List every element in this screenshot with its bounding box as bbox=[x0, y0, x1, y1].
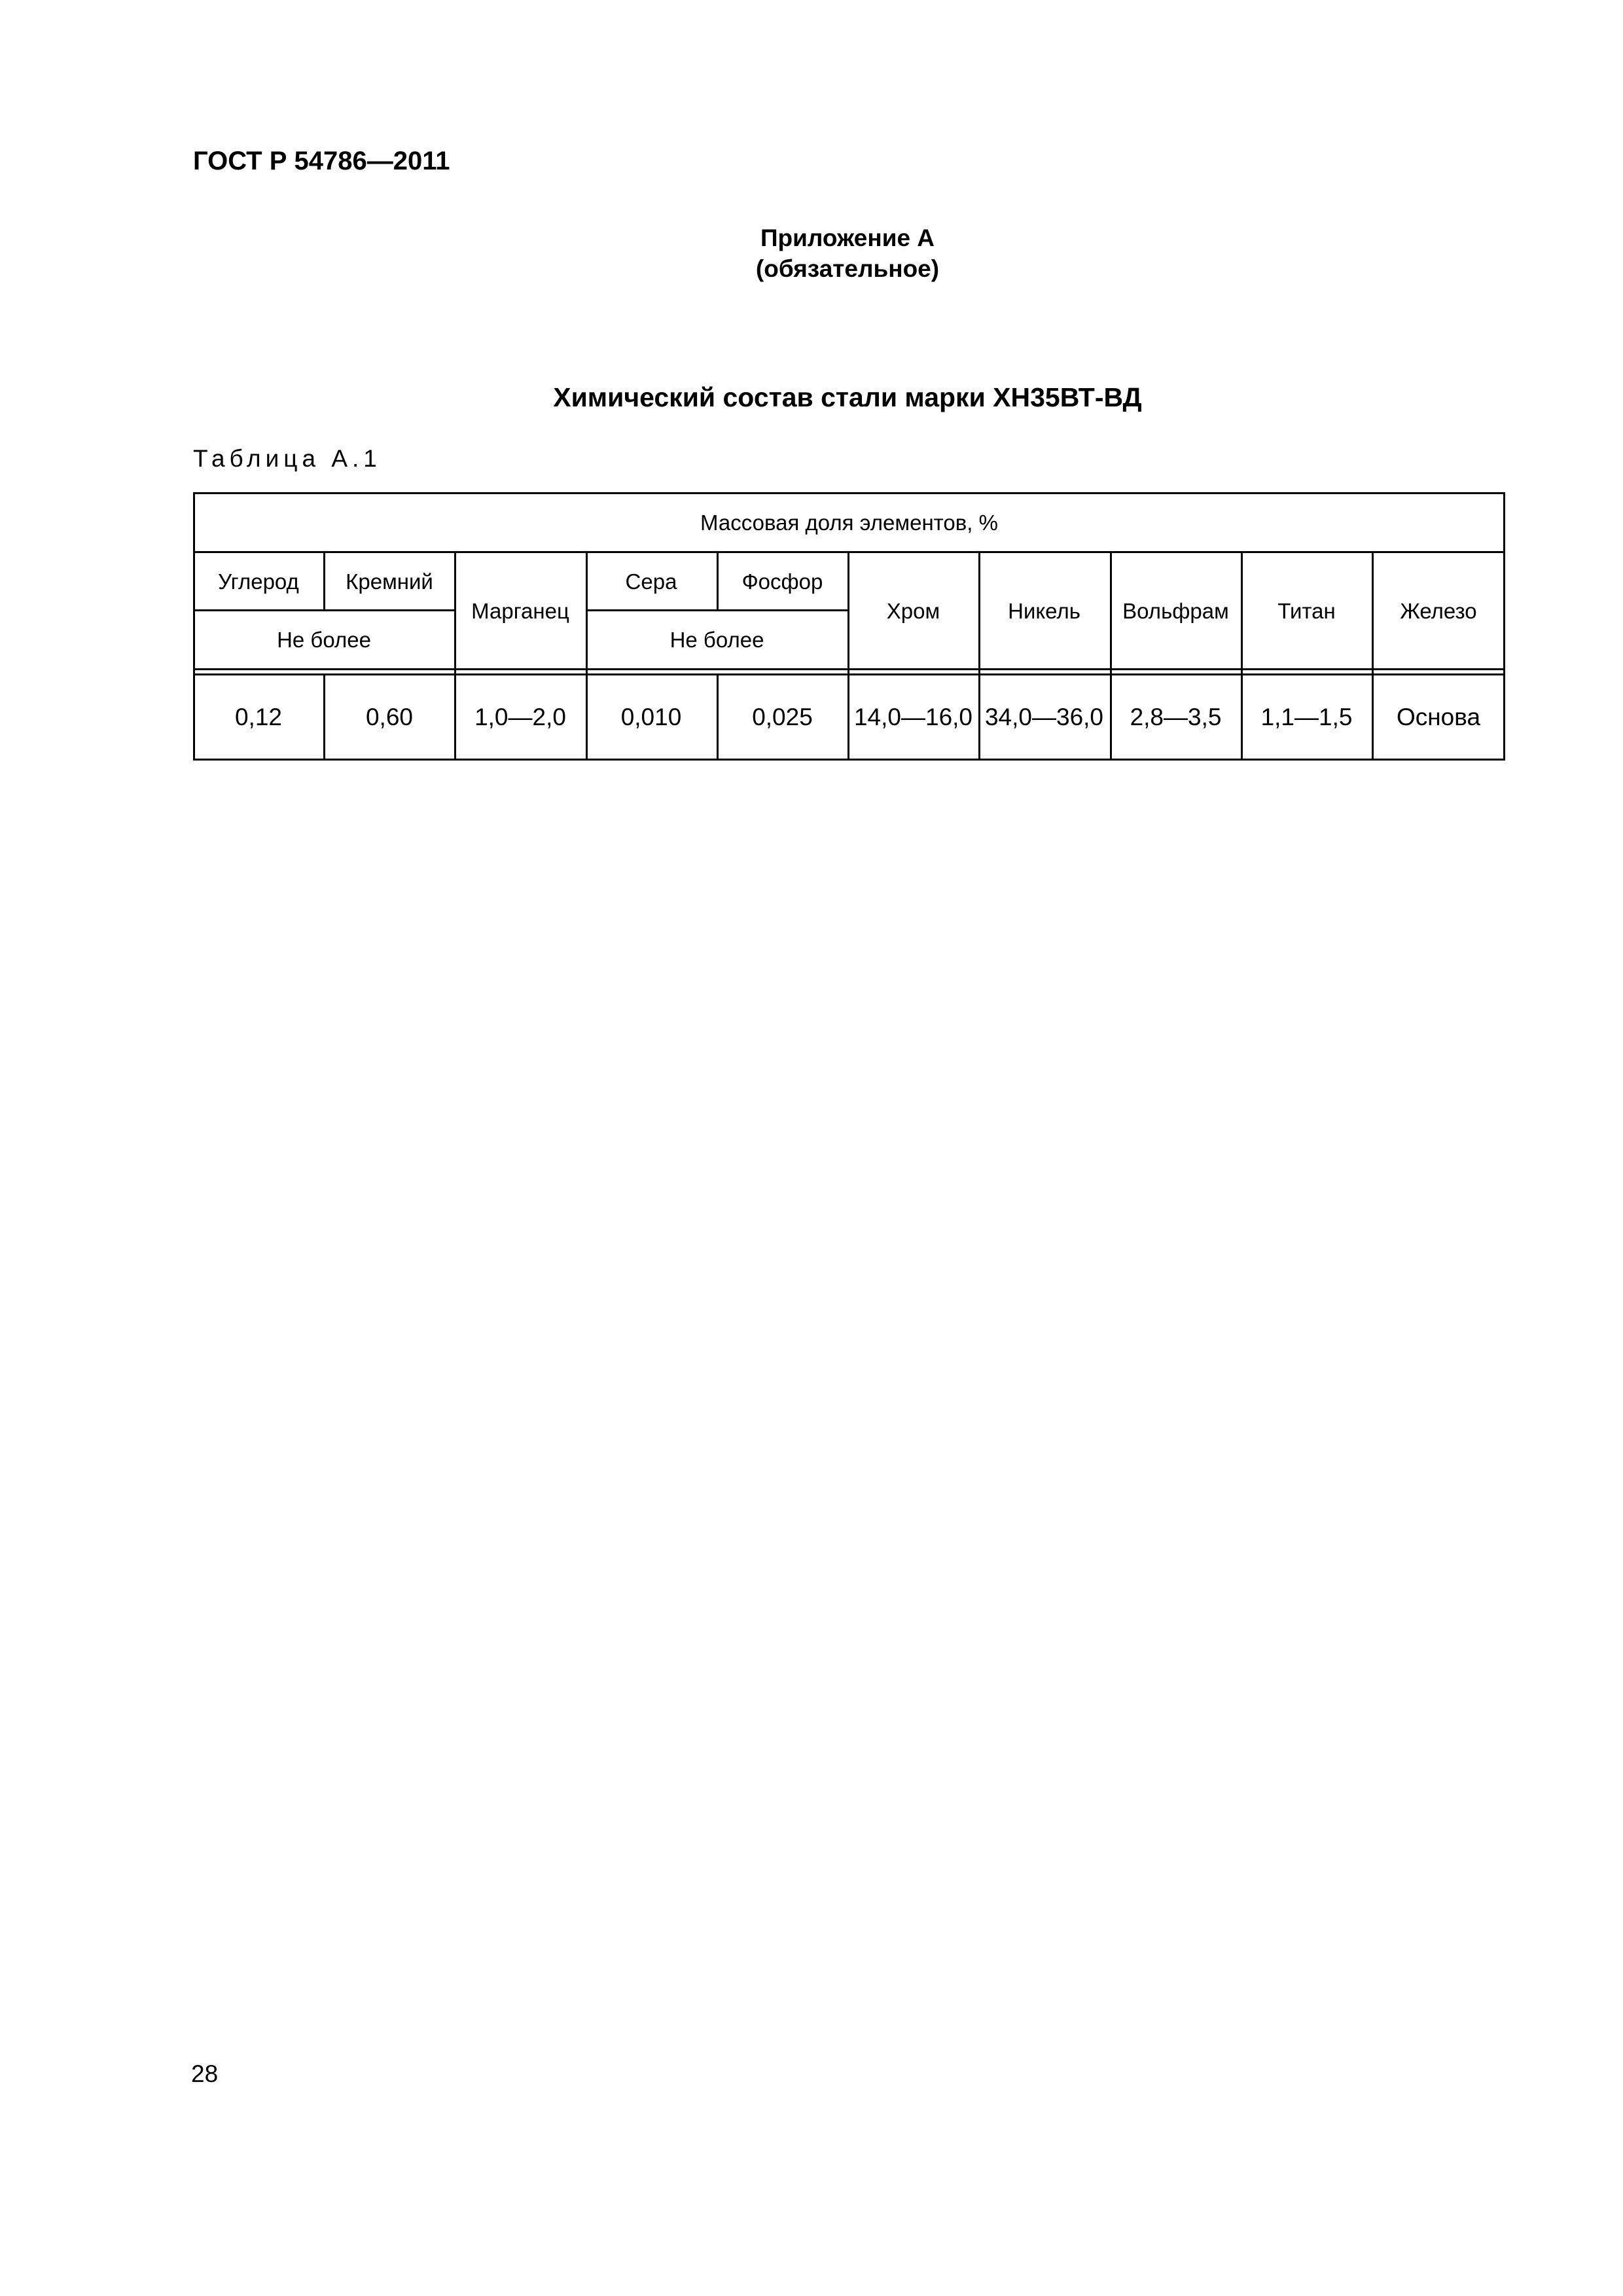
column-header-phosphorus: Фосфор bbox=[741, 569, 823, 594]
value-phosphorus: 0,025 bbox=[752, 704, 813, 730]
chemical-composition-table bbox=[193, 492, 1505, 761]
value-titanium: 1,1—1,5 bbox=[1260, 704, 1353, 730]
column-header-silicon: Кремний bbox=[346, 569, 433, 594]
section-title: Химический состав стали марки ХН35ВТ-ВД bbox=[553, 382, 1142, 412]
value-iron: Основа bbox=[1396, 704, 1481, 730]
value-nickel: 34,0—36,0 bbox=[984, 704, 1104, 730]
column-header-iron: Железо bbox=[1400, 598, 1477, 623]
value-manganese: 1,0—2,0 bbox=[474, 704, 566, 730]
value-carbon: 0,12 bbox=[234, 704, 282, 730]
column-header-chromium: Хром bbox=[886, 598, 940, 623]
value-sulfur: 0,010 bbox=[620, 704, 682, 730]
document-code: ГОСТ Р 54786—2011 bbox=[193, 147, 450, 175]
column-header-titanium: Титан bbox=[1277, 598, 1336, 623]
table-caption: Массовая доля элементов, % bbox=[700, 510, 998, 535]
column-header-nickel: Никель bbox=[1008, 598, 1080, 623]
annex-title: Приложение А bbox=[760, 224, 935, 251]
table-label: Таблица А.1 bbox=[193, 445, 382, 472]
value-tungsten: 2,8—3,5 bbox=[1130, 704, 1222, 730]
column-header-tungsten: Вольфрам bbox=[1122, 598, 1229, 623]
limit-note-carbon-silicon: Не более bbox=[277, 628, 371, 652]
column-header-carbon: Углерод bbox=[218, 569, 299, 594]
page-number: 28 bbox=[191, 2060, 219, 2087]
limit-note-sulfur-phosphorus: Не более bbox=[669, 628, 764, 652]
value-silicon: 0,60 bbox=[365, 704, 413, 730]
column-header-manganese: Марганец bbox=[471, 598, 569, 623]
column-header-sulfur: Сера bbox=[625, 569, 677, 594]
annex-status: (обязательное) bbox=[755, 255, 940, 282]
value-chromium: 14,0—16,0 bbox=[853, 704, 973, 730]
